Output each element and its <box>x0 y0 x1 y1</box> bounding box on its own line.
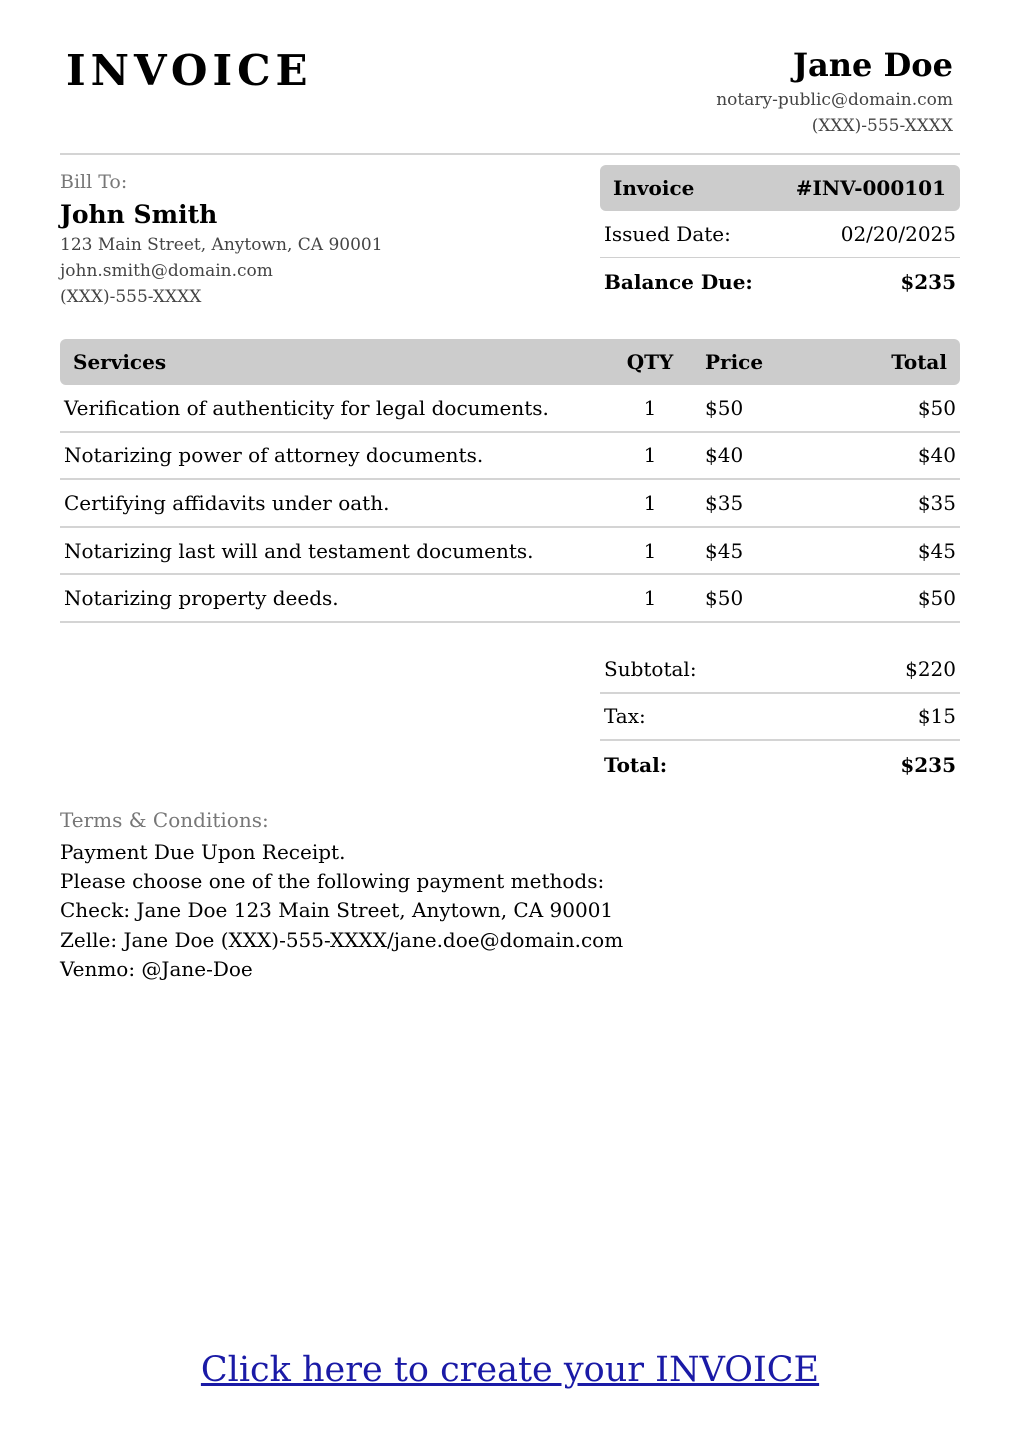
header-services: Services <box>73 350 167 374</box>
service-qty: 1 <box>643 490 657 515</box>
service-total: $40 <box>917 443 956 468</box>
client-address: 123 Main Street, Anytown, CA 90001 <box>60 235 383 255</box>
issued-date-label: Issued Date: <box>604 222 731 246</box>
issued-date-value: 02/20/2025 <box>840 222 956 246</box>
client-name: John Smith <box>60 200 218 229</box>
service-qty: 1 <box>643 395 657 420</box>
total-label: Total: <box>604 752 668 777</box>
sender-phone: (XXX)-555-XXXX <box>811 116 953 136</box>
header-qty: QTY <box>626 350 674 374</box>
header-total: Total <box>891 350 947 374</box>
service-qty: 1 <box>643 443 657 468</box>
terms-label: Terms & Conditions: <box>60 808 269 832</box>
invoice-meta <box>600 165 960 305</box>
balance-due-row <box>600 258 960 305</box>
terms-text <box>60 838 623 984</box>
service-description: Notarizing last will and testament documents. <box>64 538 534 563</box>
table-row <box>60 528 960 576</box>
balance-due-value: $235 <box>900 269 956 294</box>
service-description: Notarizing property deeds. <box>64 586 339 611</box>
tax-value: $15 <box>917 704 956 729</box>
subtotal-label: Subtotal: <box>604 656 697 681</box>
sender-name: Jane Doe <box>792 46 953 84</box>
service-price: $45 <box>705 538 744 563</box>
invoice-label: Invoice <box>613 176 695 200</box>
service-price: $50 <box>705 586 744 611</box>
service-total: $50 <box>917 586 956 611</box>
service-total: $50 <box>917 395 956 420</box>
service-price: $35 <box>705 490 744 515</box>
table-row <box>60 575 960 623</box>
table-row <box>60 433 960 481</box>
invoice-number-header <box>600 165 960 211</box>
total-row <box>600 741 960 789</box>
service-description: Verification of authenticity for legal documents. <box>64 395 549 420</box>
header-price: Price <box>705 350 764 374</box>
client-phone: (XXX)-555-XXXX <box>60 287 202 307</box>
terms-line: Please choose one of the following payment methods: <box>60 869 605 894</box>
subtotal-value: $220 <box>905 656 956 681</box>
service-qty: 1 <box>643 538 657 563</box>
issued-date-row <box>600 211 960 258</box>
totals-summary <box>600 646 960 789</box>
tax-row <box>600 694 960 742</box>
service-description: Certifying affidavits under oath. <box>64 490 390 515</box>
service-qty: 1 <box>643 586 657 611</box>
terms-line: Payment Due Upon Receipt. <box>60 840 346 864</box>
service-price: $50 <box>705 395 744 420</box>
invoice-number: #INV-000101 <box>795 176 946 200</box>
header-divider <box>60 153 960 155</box>
bill-to-label: Bill To: <box>60 171 128 193</box>
balance-due-label: Balance Due: <box>604 269 753 294</box>
client-email: john.smith@domain.com <box>60 261 273 281</box>
table-row <box>60 480 960 528</box>
tax-label: Tax: <box>604 704 646 729</box>
service-price: $40 <box>705 443 744 468</box>
terms-line: Venmo: @Jane-Doe <box>60 956 253 981</box>
service-total: $45 <box>917 538 956 563</box>
subtotal-row <box>600 646 960 694</box>
table-row <box>60 385 960 433</box>
services-table-header <box>60 339 960 385</box>
terms-line: Zelle: Jane Doe (XXX)-555-XXXX/jane.doe@domain.com <box>60 927 624 952</box>
service-description: Notarizing power of attorney documents. <box>64 443 484 468</box>
total-value: $235 <box>900 752 956 777</box>
services-table <box>60 339 960 623</box>
service-total: $35 <box>917 490 956 515</box>
sender-email: notary-public@domain.com <box>716 90 953 110</box>
invoice-title: INVOICE <box>66 46 313 95</box>
terms-line: Check: Jane Doe 123 Main Street, Anytown, CA 90001 <box>60 898 614 923</box>
create-invoice-link[interactable]: Click here to create your INVOICE <box>200 1350 820 1390</box>
